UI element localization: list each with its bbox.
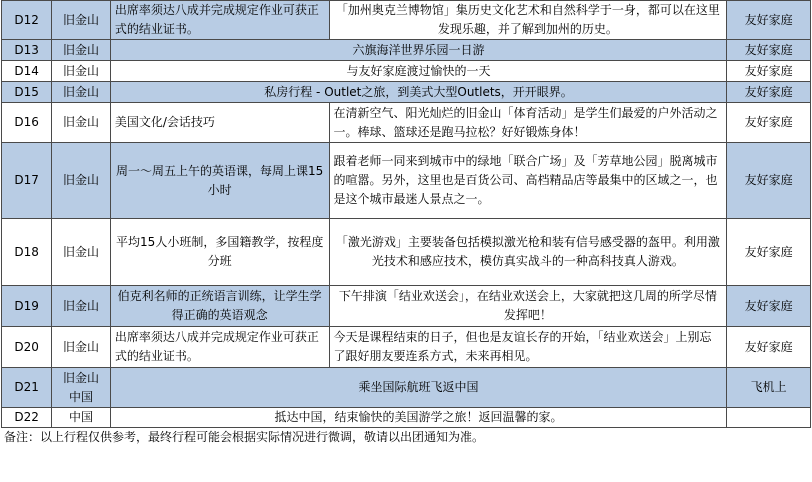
- day-cell: D13: [2, 40, 52, 61]
- day-cell: D21: [2, 368, 52, 408]
- stay-cell: 友好家庭: [727, 143, 811, 219]
- morning-cell: 伯克利名师的正统语言训练，让学生学得正确的英语观念: [110, 286, 329, 327]
- day-cell: D20: [2, 327, 52, 368]
- day-cell: D22: [2, 408, 52, 428]
- morning-cell: 出席率须达八成并完成规定作业可获正式的结业证书。: [110, 327, 329, 368]
- city-cell: 旧金山: [52, 143, 111, 219]
- morning-cell: 周一～周五上午的英语课，每周上课15小时: [110, 143, 329, 219]
- merged-activity-cell: 六旗海洋世界乐园一日游: [110, 40, 726, 61]
- city-cell: 旧金山: [52, 219, 111, 286]
- merged-activity-cell: 乘坐国际航班飞返中国: [110, 368, 726, 408]
- stay-cell: 友好家庭: [727, 219, 811, 286]
- stay-cell: 友好家庭: [727, 286, 811, 327]
- day-cell: D14: [2, 61, 52, 82]
- day-cell: D15: [2, 82, 52, 103]
- merged-activity-cell: 与友好家庭渡过愉快的一天: [110, 61, 726, 82]
- city-cell: 旧金山: [52, 286, 111, 327]
- afternoon-cell: 「激光游戏」主要装备包括模拟激光枪和装有信号感受器的盔甲。利用激光技术和感应技术，模仿真实战斗的一种高科技真人游戏。: [329, 219, 727, 286]
- afternoon-cell: 今天是课程结束的日子，但也是友谊长存的开始，「结业欢送会」上别忘了跟好朋友要连系方式，未来再相见。: [329, 327, 727, 368]
- stay-cell: [727, 408, 811, 428]
- stay-cell: 友好家庭: [727, 1, 811, 40]
- afternoon-cell: 在清新空气、阳光灿烂的旧金山「体育活动」是学生们最爱的户外活动之一。棒球、篮球还是跑马拉松？好好锻炼身体！: [329, 103, 727, 143]
- stay-cell: 友好家庭: [727, 61, 811, 82]
- city-cell: 中国: [52, 408, 111, 428]
- table-row: [2, 82, 811, 103]
- day-cell: D16: [2, 103, 52, 143]
- table-row: [2, 327, 811, 368]
- city-cell: 旧金山: [52, 82, 111, 103]
- morning-cell: 平均15人小班制，多国籍教学，按程度分班: [110, 219, 329, 286]
- city-cell: 旧金山: [52, 1, 111, 40]
- table-row: [2, 368, 811, 408]
- table-row: [2, 219, 811, 286]
- city-cell: 旧金山: [52, 61, 111, 82]
- merged-activity-cell: 抵达中国，结束愉快的美国游学之旅！返回温馨的家。: [110, 408, 726, 428]
- day-cell: D12: [2, 1, 52, 40]
- stay-cell: 友好家庭: [727, 82, 811, 103]
- footnote: 备注：以上行程仅供参考，最终行程可能会根据实际情况进行微调，敬请以出团通知为准。: [4, 430, 485, 444]
- city-cell: 旧金山: [52, 40, 111, 61]
- stay-cell: 友好家庭: [727, 327, 811, 368]
- table-row: [2, 286, 811, 327]
- stay-cell: 飞机上: [727, 368, 811, 408]
- table-row: [2, 103, 811, 143]
- itinerary-table: [1, 0, 811, 428]
- table-row: [2, 143, 811, 219]
- morning-cell: 出席率须达八成并完成规定作业可获正式的结业证书。: [110, 1, 329, 40]
- city-cell: 旧金山: [52, 103, 111, 143]
- city-cell: 旧金山: [52, 327, 111, 368]
- table-row: [2, 61, 811, 82]
- afternoon-cell: 「加州奥克兰博物馆」集历史文化艺术和自然科学于一身，都可以在这里发现乐趣，并了解到加州的历史。: [329, 1, 727, 40]
- day-cell: D18: [2, 219, 52, 286]
- table-row: [2, 40, 811, 61]
- table-row: [2, 408, 811, 428]
- table-row: [2, 1, 811, 40]
- stay-cell: 友好家庭: [727, 40, 811, 61]
- morning-cell: 美国文化/会话技巧: [110, 103, 329, 143]
- afternoon-cell: 下午排演「结业欢送会」，在结业欢送会上，大家就把这几周的所学尽情发挥吧！: [329, 286, 727, 327]
- merged-activity-cell: 私房行程 - Outlet之旅，到美式大型Outlets，开开眼界。: [110, 82, 726, 103]
- stay-cell: 友好家庭: [727, 103, 811, 143]
- day-cell: D17: [2, 143, 52, 219]
- afternoon-cell: 跟着老师一同来到城市中的绿地「联合广场」及「芳草地公园」脱离城市的喧嚣。另外，这里也是百货公司、高档精品店等最集中的区域之一，也是这个城市最迷人景点之一。: [329, 143, 727, 219]
- day-cell: D19: [2, 286, 52, 327]
- city-cell: 旧金山 中国: [52, 368, 111, 408]
